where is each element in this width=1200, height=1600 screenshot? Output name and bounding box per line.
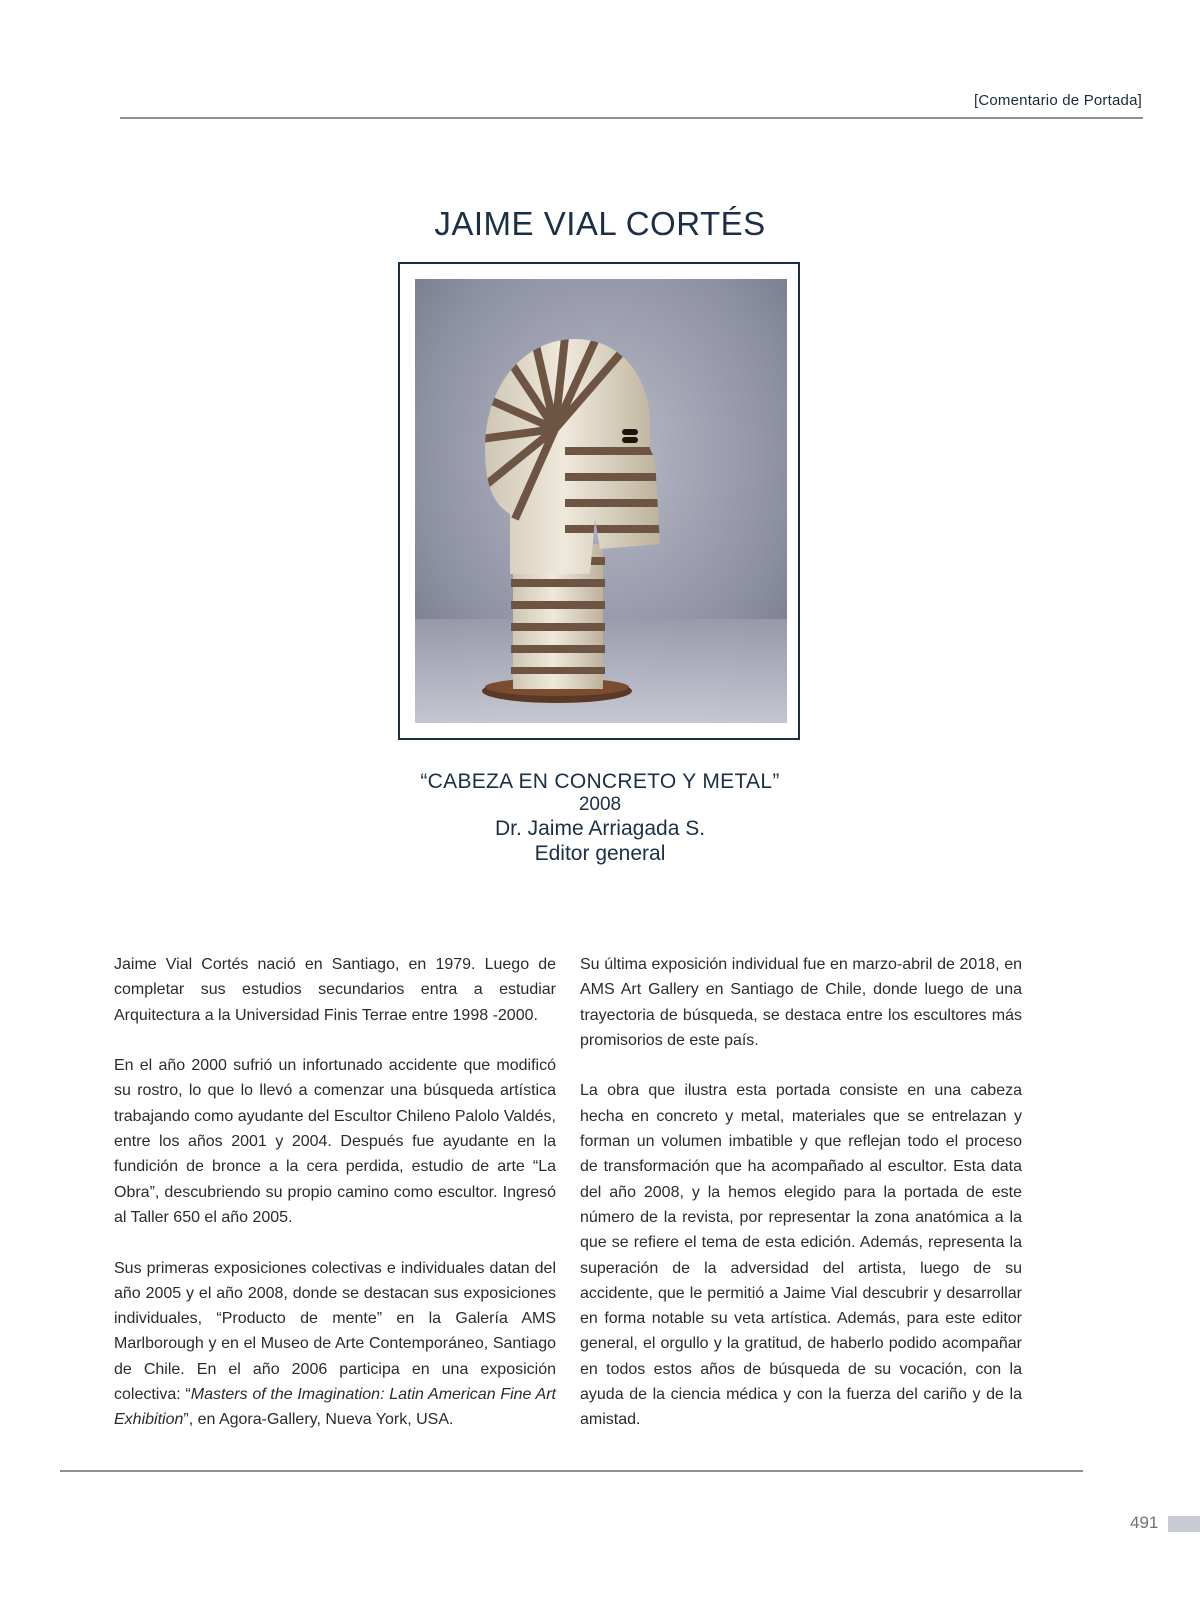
body-column-left (114, 952, 556, 1433)
paragraph: Jaime Vial Cortés nació en Santiago, en 1979. Luego de completar sus estudios secundarios entra a estudiar Arquitectura a la Universidad Finis Terrae entre 1998 -2000. (114, 956, 556, 1024)
paragraph: Su última exposición individual fue en marzo-abril de 2018, en AMS Art Gallery en Santiago de Chile, donde luego de una trayectoria de búsqueda, se destaca entre los escultores más promisorios de este país. (580, 956, 1022, 1049)
body-column-right (580, 952, 1022, 1433)
paragraph: La obra que ilustra esta portada consiste en una cabeza hecha en concreto y metal, materiales que se entrelazan y forman un volumen imbatible y que reflejan todo el proceso de transformación que ha acompañado al escultor. Esta data del año 2008, y la hemos elegido para la portada de este número de la revista, por representar la zona anatómica a la que se refiere el tema de esta edición. Además, representa la superación de la adversidad del artista, luego de su accidente, que le permitió a Jaime Vial descubrir y desarrollar en forma notable su veta artística. Además, para este editor general, el orgullo y la gratitud, de haberlo podido acompañar en todos estos años de búsqueda de su vocación, con la ayuda de la ciencia médica y con la fuerza del cariño y de la amistad. (580, 1082, 1022, 1429)
artwork-year: 2008 (578, 794, 622, 815)
artwork-title: “CABEZA EN CONCRETO Y METAL” (420, 770, 780, 793)
byline-author: Dr. Jaime Arriagada S. (494, 817, 706, 840)
artwork-caption (0, 770, 1200, 866)
byline-role: Editor general (534, 842, 666, 865)
exhibition-title: Masters of the Imagination: Latin American Fine Art Exhibition (114, 1386, 557, 1429)
section-label: [Comentario de Portada] (973, 92, 1142, 109)
paragraph-text: ”, en Agora-Gallery, Nueva York, USA. (183, 1411, 454, 1429)
sculpture-head-photo (415, 279, 787, 723)
page-title: JAIME VIAL CORTÉS (434, 205, 766, 242)
page-tab-marker (1168, 1516, 1200, 1532)
artwork-frame (398, 262, 800, 740)
top-divider (120, 117, 1143, 119)
paragraph (114, 1256, 556, 1433)
paragraph: En el año 2000 sufrió un infortunado accidente que modificó su rostro, lo que lo llevó a comenzar una búsqueda artística trabajando como ayudante del Escultor Chileno Palolo Valdés, entre los años 2001 y 2004. Después fue ayudante en la fundición de bronce a la cera perdida, estudio de arte “La Obra”, descubriendo su propio camino como escultor. Ingresó al Taller 650 el año 2005. (114, 1057, 556, 1226)
page-number: 491 (1130, 1513, 1159, 1532)
paragraph-text: Sus primeras exposiciones colectivas e individuales datan del año 2005 y el año 2008, donde se destacan sus exposiciones individuales, “Producto de mente” en la Galería AMS Marlborough y en el Museo de Arte Contemporáneo, Santiago de Chile. En el año 2006 participa en una exposición colectiva: “ (114, 1259, 556, 1404)
bottom-divider (60, 1470, 1083, 1472)
